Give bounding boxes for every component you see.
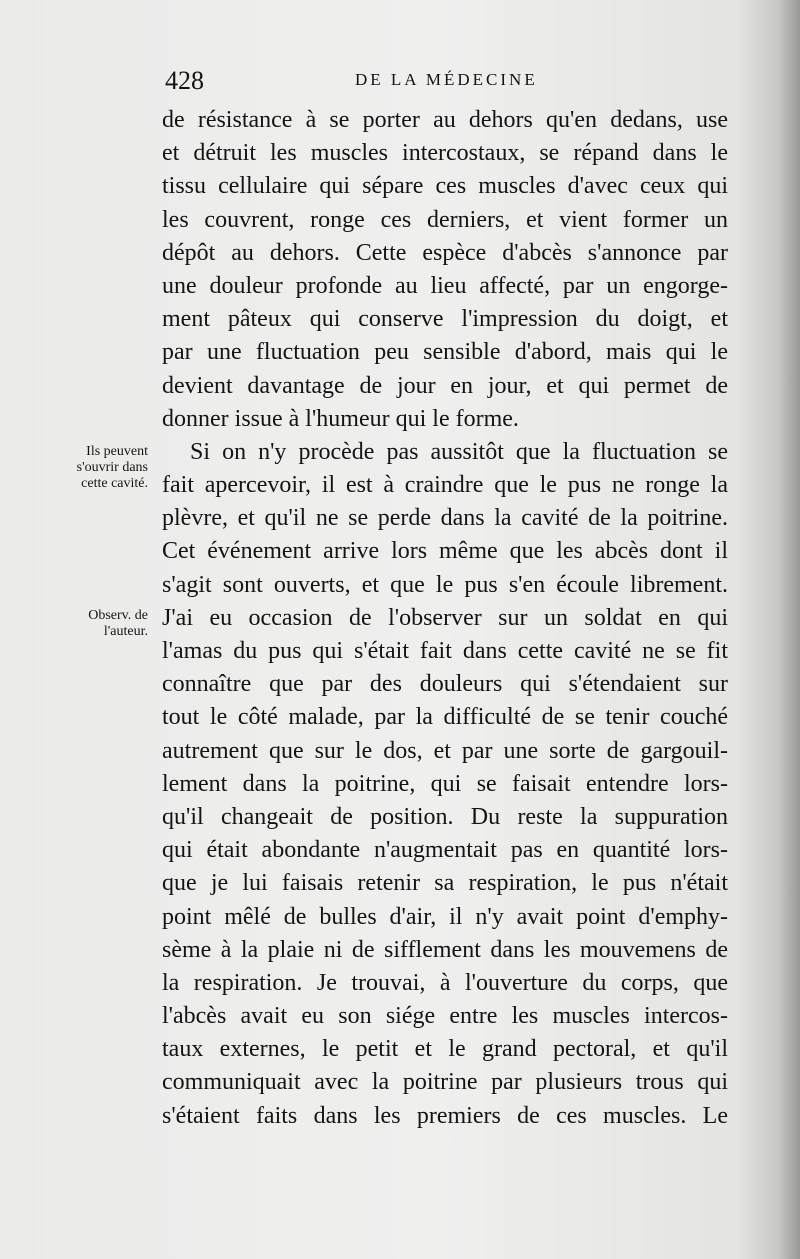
text-line: l'amas du pus qui s'était fait dans cette cavité ne se fit <box>162 638 728 664</box>
text-line: Si on n'y procède pas aussitôt que la fluctuation se <box>190 438 728 465</box>
text-line: dépôt au dehors. Cette espèce d'abcès s'annonce par <box>162 239 728 266</box>
text-line: Cet événement arrive lors même que les abcès dont il <box>162 538 728 565</box>
text-line: s'agit sont ouverts, et que le pus s'en écoule librement. <box>162 571 728 598</box>
text-line: de résistance à se porter au dehors qu'en dedans, use <box>162 107 728 133</box>
text-line: fait apercevoir, il est à craindre que le pus ne ronge la <box>162 472 728 499</box>
text-line: sème à la plaie ni de sifflement dans les mouvemens de <box>162 936 728 963</box>
page-number: 428 <box>165 66 204 95</box>
margin-note-line: cette cavité. <box>81 476 148 491</box>
text-line: s'étaient faits dans les premiers de ces muscles. Le <box>162 1102 728 1129</box>
text-line: taux externes, le petit et le grand pectoral, et qu'il <box>162 1036 728 1063</box>
text-line: lement dans la poitrine, qui se faisait entendre lors- <box>162 770 728 797</box>
margin-note <box>88 608 148 640</box>
text-line: devient davantage de jour en jour, et qui permet de <box>162 372 728 399</box>
text-line: autrement que sur le dos, et par une sorte de gargouil- <box>162 737 728 764</box>
text-line: point mêlé de bulles d'air, il n'y avait point d'emphy- <box>162 903 728 930</box>
margin-note-line: Observ. de <box>88 608 148 623</box>
text-line: J'ai eu occasion de l'observer sur un soldat en qui <box>162 604 728 631</box>
text-line: la respiration. Je trouvai, à l'ouverture du corps, que <box>162 969 728 996</box>
text-line: qu'il changeait de position. Du reste la suppuration <box>162 803 728 830</box>
body-text <box>162 104 728 1133</box>
text-line: une douleur profonde au lieu affecté, par un engorge- <box>162 272 728 299</box>
text-line: tout le côté malade, par la difficulté de se tenir couché <box>162 704 728 731</box>
text-line: qui était abondante n'augmentait pas en quantité lors- <box>162 837 728 864</box>
margin-note-line: s'ouvrir dans <box>76 460 148 475</box>
text-line: l'abcès avait eu son siége entre les muscles intercos- <box>162 1003 728 1030</box>
margin-note-line: Ils peuvent <box>86 444 148 459</box>
margin-note-line: l'auteur. <box>103 624 148 639</box>
running-title: DE LA MÉDECINE <box>355 70 538 89</box>
text-line: connaître que par des douleurs qui s'étendaient sur <box>162 671 728 698</box>
text-line: que je lui faisais retenir sa respiration, le pus n'était <box>162 870 728 897</box>
running-head <box>165 66 725 96</box>
page-edge-shadow <box>778 0 800 1259</box>
text-line: ment pâteux qui conserve l'impression du doigt, et <box>162 306 728 333</box>
text-line: et détruit les muscles intercostaux, se répand dans le <box>162 140 728 167</box>
text-line: plèvre, et qu'il ne se perde dans la cavité de la poitrine. <box>162 505 728 532</box>
margin-note <box>77 444 148 492</box>
text-line: donner issue à l'humeur qui le forme. <box>162 405 519 432</box>
text-line: les couvrent, ronge ces derniers, et vient former un <box>162 206 728 233</box>
text-line: tissu cellulaire qui sépare ces muscles d'avec ceux qui <box>162 173 728 200</box>
text-line: communiquait avec la poitrine par plusieurs trous qui <box>162 1069 728 1096</box>
text-line: par une fluctuation peu sensible d'abord, mais qui le <box>162 339 728 366</box>
